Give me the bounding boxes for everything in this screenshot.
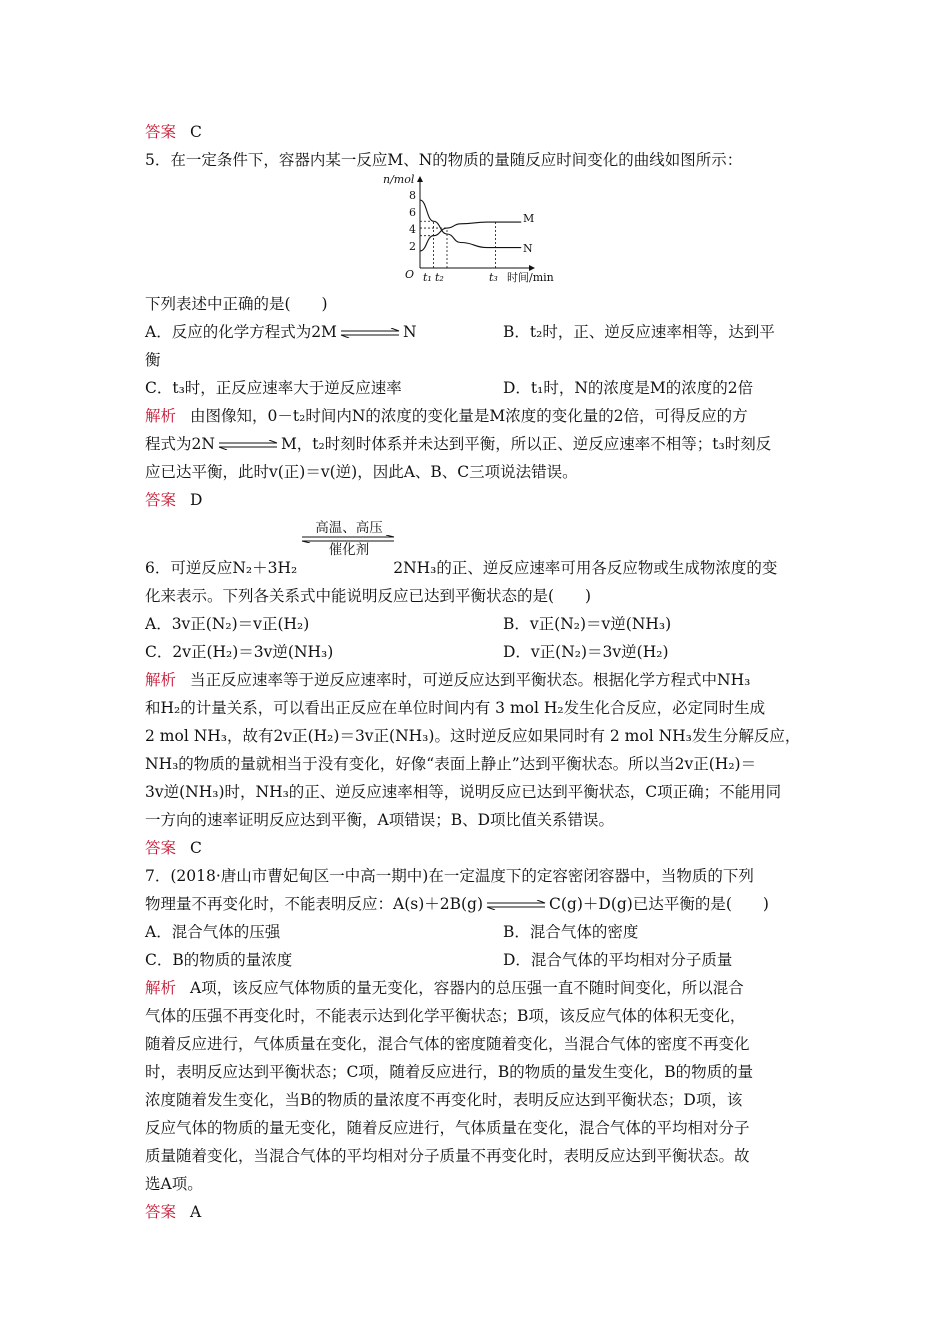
q5-opt-c: C．t₃时，正反应速率大于逆反应速率 — [145, 379, 402, 397]
equilibrium-arrow-icon — [485, 900, 547, 910]
q5-analysis-2-post: M，t₂时刻时体系并未达到平衡，所以正、逆反应速率不相等；t₃时刻反 — [280, 435, 772, 453]
q7-answer-line — [145, 1198, 810, 1226]
chart-origin: O — [405, 268, 415, 281]
q7-options-cd — [145, 946, 810, 974]
q6-answer: C — [190, 839, 202, 857]
chart-ytick-6: 6 — [409, 206, 416, 219]
q7-opt-b: B．混合气体的密度 — [503, 923, 639, 941]
chart-ytick-4: 4 — [409, 223, 416, 236]
q6-opt-d: D．v正(N₂)＝3v逆(H₂) — [503, 643, 669, 661]
chart-label-n: N — [523, 242, 533, 255]
chart-label-m: M — [523, 212, 535, 225]
q7-opt-c: C．B的物质的量浓度 — [145, 951, 293, 969]
q4-answer-line — [145, 118, 810, 146]
q6-stem-1-pre: 6．可逆反应N₂＋3H₂ — [145, 559, 298, 577]
q5-prompt: 下列表述中正确的是( ) — [145, 295, 328, 313]
answer-label: 答案 — [145, 123, 177, 141]
equilibrium-arrow-icon — [339, 328, 401, 338]
chart-xtick-t2: t₂ — [435, 271, 444, 284]
q6-cond-top: 高温、高压 — [315, 520, 383, 536]
q5-opt-b-cont: 衡 — [145, 351, 161, 369]
q7-stem-2 — [145, 890, 810, 918]
q6-analysis-text-1: 当正反应速率等于逆反应速率时，可逆反应达到平衡状态。根据化学方程式中NH₃ — [190, 671, 751, 689]
chart-xtick-t1: t₁ — [423, 271, 432, 284]
q6-analysis-2: 和H₂的计量关系，可以看出正反应在单位时间内有 3 mol H₂发生化合反应，必定同时生成 — [145, 699, 766, 717]
analysis-label: 解析 — [145, 979, 177, 997]
q6-stem-1-post: 2NH₃的正、逆反应速率可用各反应物或生成物浓度的变 — [393, 559, 778, 577]
q5-opt-b: B．t₂时，正、逆反应速率相等，达到平 — [503, 323, 775, 341]
answer-label: 答案 — [145, 1203, 177, 1221]
q6-stem-2: 化来表示。下列各关系式中能说明反应已达到平衡状态的是( ) — [145, 587, 592, 605]
q6-analysis-5: 3v逆(NH₃)时，NH₃的正、逆反应速率相等，说明反应已达到平衡状态，C项正确；不能用同 — [145, 783, 782, 801]
q6-options-cd — [145, 638, 810, 666]
q6-opt-a: A．3v正(N₂)＝v正(H₂) — [145, 615, 310, 633]
equilibrium-arrow-icon — [217, 440, 279, 450]
q5-answer: D — [190, 491, 203, 509]
q5-stem: 5．在一定条件下，容器内某一反应M、N的物质的量随反应时间变化的曲线如图所示： — [145, 151, 743, 169]
q5-analysis-2 — [145, 430, 810, 458]
q6-answer-line — [145, 834, 810, 862]
q6-analysis-3: 2 mol NH₃，故有2v正(H₂)＝3v正(NH₃)。这时逆反应如果同时有 2 mol NH₃发生分解反应， — [145, 727, 801, 745]
q7-analysis-4: 时，表明反应达到平衡状态；C项，随着反应进行，B的物质的量发生变化，B的物质的量 — [145, 1063, 754, 1081]
q7-stem-2-post: C(g)＋D(g)已达平衡的是( ) — [549, 895, 769, 913]
q4-answer: C — [190, 123, 202, 141]
q5-opt-a-pre: A．反应的化学方程式为2M — [145, 323, 337, 341]
q5-answer-line — [145, 486, 810, 514]
q7-analysis-3: 随着反应进行，气体质量在变化，混合气体的密度随着变化，当混合气体的密度不再变化 — [145, 1035, 750, 1053]
q7-answer: A — [190, 1203, 202, 1221]
q7-options-ab — [145, 918, 810, 946]
q6-analysis-1 — [145, 666, 810, 694]
q6-condition — [145, 514, 810, 558]
q5-analysis-3: 应已达平衡，此时v(正)＝v(逆)，因此A、B、C三项说法错误。 — [145, 463, 578, 481]
chart-series-m — [420, 222, 521, 251]
answer-label: 答案 — [145, 491, 177, 509]
answer-label: 答案 — [145, 839, 177, 857]
chart-ytick-8: 8 — [409, 189, 416, 202]
q6-analysis-4: NH₃的物质的量就相当于没有变化，好像“表面上静止”达到平衡状态。所以当2v正(H₂)＝ — [145, 755, 757, 773]
q7-analysis-1 — [145, 974, 810, 1002]
q6-opt-b: B．v正(N₂)＝v逆(NH₃) — [503, 615, 672, 633]
q5-opt-a-post: N — [402, 323, 417, 341]
q7-analysis-5: 浓度随着发生变化，当B的物质的量浓度不再变化时，表明反应达到平衡状态；D项，该 — [145, 1091, 743, 1109]
q6-stem-1 — [145, 554, 810, 582]
q5-analysis-1 — [145, 402, 810, 430]
q5-opt-d: D．t₁时，N的浓度是M的浓度的2倍 — [503, 379, 754, 397]
q7-opt-a: A．混合气体的压强 — [145, 923, 281, 941]
chart-y-arrow — [417, 176, 423, 182]
q5-options-ab — [145, 318, 810, 346]
q5-analysis-text-1: 由图像知，0－t₂时间内N的浓度的变化量是M浓度的变化量的2倍，可得反应的方 — [190, 407, 748, 425]
q6-options-ab — [145, 610, 810, 638]
q7-analysis-6: 反应气体的物质的量无变化，随着反应进行，气体质量在变化，混合气体的平均相对分子 — [145, 1119, 750, 1137]
analysis-label: 解析 — [145, 671, 177, 689]
q5-analysis-2-pre: 程式为2N — [145, 435, 215, 453]
analysis-label: 解析 — [145, 407, 177, 425]
q7-analysis-text-1: A项，该反应气体物质的量无变化，容器内的总压强一直不随时间变化，所以混合 — [190, 979, 744, 997]
q7-analysis-7: 质量随着变化，当混合气体的平均相对分子质量不再变化时，表明反应达到平衡状态。故 — [145, 1147, 750, 1165]
document-page — [145, 118, 810, 1226]
q7-stem-1: 7．(2018·唐山市曹妃甸区一中高一期中)在一定温度下的定容密闭容器中，当物质的下列 — [145, 867, 754, 885]
q7-opt-d: D．混合气体的平均相对分子质量 — [503, 951, 733, 969]
chart-xlabel: 时间/min — [507, 271, 554, 284]
q5-options-cd — [145, 374, 810, 402]
q5-chart — [383, 174, 573, 290]
q6-cond-bot: 催化剂 — [328, 542, 370, 558]
chart-ytick-2: 2 — [409, 240, 416, 253]
chart-xtick-t3: t₃ — [489, 271, 498, 284]
q6-opt-c: C．2v正(H₂)＝3v逆(NH₃) — [145, 643, 334, 661]
q7-analysis-2: 气体的压强不再变化时，不能表示达到化学平衡状态；B项，该反应气体的体积无变化， — [145, 1007, 746, 1025]
chart-ylabel: n/mol — [383, 174, 415, 186]
q6-analysis-6: 一方向的速率证明反应达到平衡，A项错误；B、D项比值关系错误。 — [145, 811, 615, 829]
q7-analysis-8: 选A项。 — [145, 1175, 203, 1193]
q7-stem-2-pre: 物理量不再变化时，不能表明反应：A(s)＋2B(g) — [145, 895, 484, 913]
